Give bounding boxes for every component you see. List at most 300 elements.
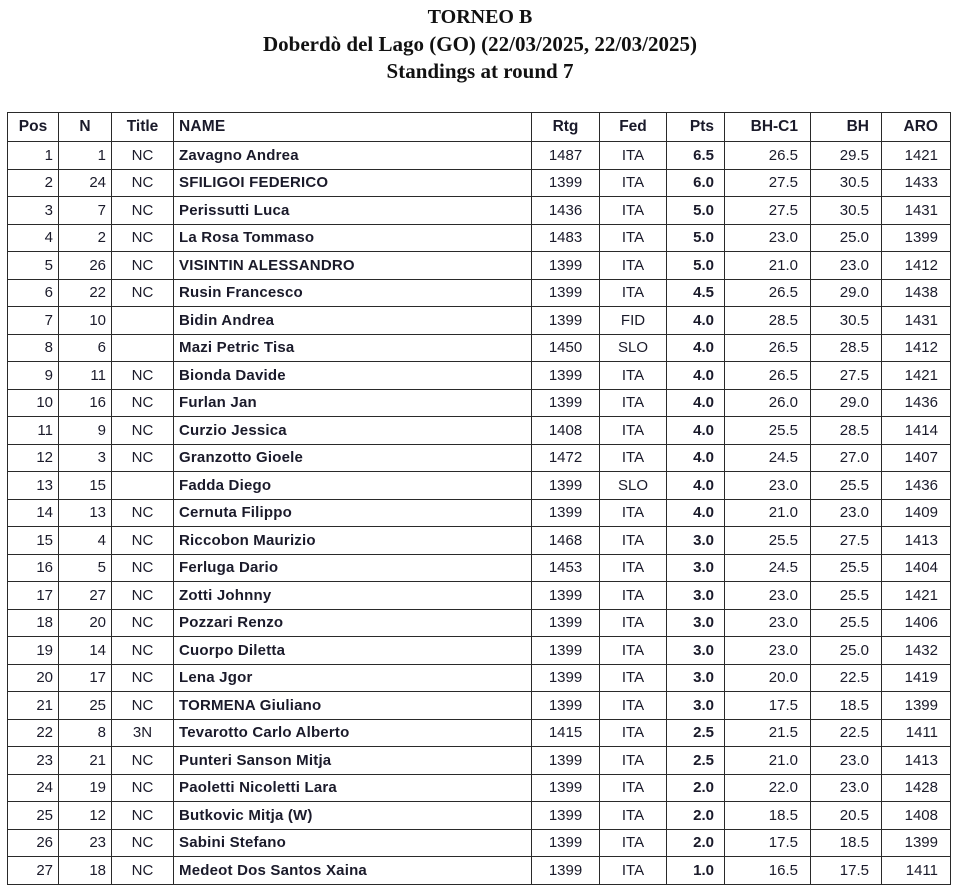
cell-federation: ITA bbox=[600, 637, 667, 665]
cell-federation: ITA bbox=[600, 527, 667, 555]
cell-bh-c1: 27.5 bbox=[725, 169, 811, 197]
cell-federation: ITA bbox=[600, 362, 667, 390]
document-header bbox=[0, 4, 960, 85]
cell-bh: 22.5 bbox=[811, 664, 882, 692]
cell-pos: 7 bbox=[8, 307, 59, 335]
table-row bbox=[8, 719, 951, 747]
cell-title: NC bbox=[112, 444, 174, 472]
cell-federation: ITA bbox=[600, 857, 667, 885]
cell-pos: 24 bbox=[8, 774, 59, 802]
cell-bh-c1: 16.5 bbox=[725, 857, 811, 885]
table-row bbox=[8, 747, 951, 775]
table-row bbox=[8, 554, 951, 582]
cell-player-name: Bionda Davide bbox=[174, 362, 532, 390]
cell-title: NC bbox=[112, 252, 174, 280]
cell-bh: 23.0 bbox=[811, 499, 882, 527]
cell-aro: 1399 bbox=[882, 224, 951, 252]
cell-number: 26 bbox=[59, 252, 112, 280]
cell-number: 6 bbox=[59, 334, 112, 362]
cell-federation: ITA bbox=[600, 224, 667, 252]
cell-pos: 22 bbox=[8, 719, 59, 747]
cell-bh: 30.5 bbox=[811, 169, 882, 197]
cell-rating: 1487 bbox=[532, 142, 600, 170]
cell-aro: 1431 bbox=[882, 197, 951, 225]
cell-pos: 13 bbox=[8, 472, 59, 500]
column-header: NAME bbox=[174, 113, 532, 142]
cell-bh-c1: 21.0 bbox=[725, 499, 811, 527]
cell-player-name: Pozzari Renzo bbox=[174, 609, 532, 637]
cell-aro: 1431 bbox=[882, 307, 951, 335]
cell-bh: 29.0 bbox=[811, 389, 882, 417]
cell-pos: 9 bbox=[8, 362, 59, 390]
cell-title: NC bbox=[112, 389, 174, 417]
cell-aro: 1406 bbox=[882, 609, 951, 637]
cell-federation: ITA bbox=[600, 417, 667, 445]
cell-player-name: TORMENA Giuliano bbox=[174, 692, 532, 720]
cell-title: NC bbox=[112, 747, 174, 775]
cell-pos: 2 bbox=[8, 169, 59, 197]
table-row bbox=[8, 609, 951, 637]
cell-pos: 10 bbox=[8, 389, 59, 417]
cell-title: NC bbox=[112, 417, 174, 445]
cell-federation: ITA bbox=[600, 747, 667, 775]
cell-rating: 1399 bbox=[532, 692, 600, 720]
cell-rating: 1399 bbox=[532, 829, 600, 857]
cell-player-name: Furlan Jan bbox=[174, 389, 532, 417]
cell-title bbox=[112, 307, 174, 335]
cell-player-name: Ferluga Dario bbox=[174, 554, 532, 582]
cell-aro: 1419 bbox=[882, 664, 951, 692]
column-header: ARO bbox=[882, 113, 951, 142]
cell-federation: ITA bbox=[600, 829, 667, 857]
cell-bh: 27.5 bbox=[811, 362, 882, 390]
cell-bh-c1: 28.5 bbox=[725, 307, 811, 335]
cell-rating: 1399 bbox=[532, 637, 600, 665]
cell-title: NC bbox=[112, 829, 174, 857]
tournament-subtitle: Doberdò del Lago (GO) (22/03/2025, 22/03/2025) bbox=[263, 32, 697, 56]
cell-bh: 25.5 bbox=[811, 609, 882, 637]
cell-rating: 1399 bbox=[532, 857, 600, 885]
cell-bh-c1: 23.0 bbox=[725, 609, 811, 637]
cell-bh-c1: 23.0 bbox=[725, 472, 811, 500]
cell-rating: 1399 bbox=[532, 252, 600, 280]
table-row bbox=[8, 802, 951, 830]
cell-pos: 19 bbox=[8, 637, 59, 665]
cell-number: 23 bbox=[59, 829, 112, 857]
table-row bbox=[8, 362, 951, 390]
cell-bh: 18.5 bbox=[811, 692, 882, 720]
cell-pos: 1 bbox=[8, 142, 59, 170]
cell-player-name: Tevarotto Carlo Alberto bbox=[174, 719, 532, 747]
cell-pos: 27 bbox=[8, 857, 59, 885]
cell-bh: 29.5 bbox=[811, 142, 882, 170]
cell-pos: 4 bbox=[8, 224, 59, 252]
table-row bbox=[8, 334, 951, 362]
cell-rating: 1399 bbox=[532, 499, 600, 527]
cell-bh: 25.0 bbox=[811, 637, 882, 665]
cell-number: 18 bbox=[59, 857, 112, 885]
cell-number: 21 bbox=[59, 747, 112, 775]
cell-points: 3.0 bbox=[667, 692, 725, 720]
cell-points: 2.0 bbox=[667, 774, 725, 802]
cell-points: 2.0 bbox=[667, 802, 725, 830]
cell-number: 22 bbox=[59, 279, 112, 307]
cell-bh: 29.0 bbox=[811, 279, 882, 307]
cell-aro: 1407 bbox=[882, 444, 951, 472]
column-header: Fed bbox=[600, 113, 667, 142]
cell-number: 7 bbox=[59, 197, 112, 225]
cell-title: NC bbox=[112, 142, 174, 170]
cell-rating: 1472 bbox=[532, 444, 600, 472]
cell-aro: 1433 bbox=[882, 169, 951, 197]
cell-pos: 25 bbox=[8, 802, 59, 830]
cell-title: NC bbox=[112, 362, 174, 390]
cell-bh-c1: 26.5 bbox=[725, 279, 811, 307]
table-row bbox=[8, 582, 951, 610]
cell-number: 13 bbox=[59, 499, 112, 527]
cell-bh: 23.0 bbox=[811, 252, 882, 280]
cell-bh-c1: 21.0 bbox=[725, 252, 811, 280]
cell-player-name: Granzotto Gioele bbox=[174, 444, 532, 472]
cell-title: NC bbox=[112, 664, 174, 692]
cell-bh-c1: 17.5 bbox=[725, 829, 811, 857]
cell-number: 25 bbox=[59, 692, 112, 720]
table-row bbox=[8, 472, 951, 500]
cell-player-name: Punteri Sanson Mitja bbox=[174, 747, 532, 775]
cell-rating: 1483 bbox=[532, 224, 600, 252]
column-header: BH bbox=[811, 113, 882, 142]
cell-pos: 18 bbox=[8, 609, 59, 637]
cell-rating: 1450 bbox=[532, 334, 600, 362]
table-row bbox=[8, 444, 951, 472]
cell-bh-c1: 25.5 bbox=[725, 527, 811, 555]
cell-aro: 1436 bbox=[882, 472, 951, 500]
cell-player-name: Butkovic Mitja (W) bbox=[174, 802, 532, 830]
cell-points: 3.0 bbox=[667, 527, 725, 555]
cell-aro: 1421 bbox=[882, 142, 951, 170]
cell-bh-c1: 26.0 bbox=[725, 389, 811, 417]
cell-title: NC bbox=[112, 582, 174, 610]
cell-player-name: Curzio Jessica bbox=[174, 417, 532, 445]
cell-player-name: Zavagno Andrea bbox=[174, 142, 532, 170]
table-row bbox=[8, 169, 951, 197]
table-row bbox=[8, 197, 951, 225]
cell-points: 4.0 bbox=[667, 417, 725, 445]
cell-number: 1 bbox=[59, 142, 112, 170]
cell-bh-c1: 17.5 bbox=[725, 692, 811, 720]
cell-title: NC bbox=[112, 169, 174, 197]
cell-federation: ITA bbox=[600, 499, 667, 527]
cell-aro: 1409 bbox=[882, 499, 951, 527]
cell-rating: 1408 bbox=[532, 417, 600, 445]
cell-bh-c1: 20.0 bbox=[725, 664, 811, 692]
cell-bh: 25.5 bbox=[811, 554, 882, 582]
tournament-title: TORNEO B bbox=[427, 6, 533, 28]
table-row bbox=[8, 857, 951, 885]
cell-points: 6.0 bbox=[667, 169, 725, 197]
cell-bh: 17.5 bbox=[811, 857, 882, 885]
cell-aro: 1428 bbox=[882, 774, 951, 802]
cell-player-name: SFILIGOI FEDERICO bbox=[174, 169, 532, 197]
cell-points: 4.5 bbox=[667, 279, 725, 307]
cell-rating: 1399 bbox=[532, 362, 600, 390]
cell-number: 4 bbox=[59, 527, 112, 555]
cell-federation: ITA bbox=[600, 169, 667, 197]
cell-pos: 16 bbox=[8, 554, 59, 582]
standings-body bbox=[8, 142, 951, 885]
cell-number: 14 bbox=[59, 637, 112, 665]
cell-pos: 6 bbox=[8, 279, 59, 307]
cell-player-name: Zotti Johnny bbox=[174, 582, 532, 610]
cell-bh: 25.0 bbox=[811, 224, 882, 252]
cell-title: NC bbox=[112, 554, 174, 582]
cell-player-name: Lena Jgor bbox=[174, 664, 532, 692]
cell-title: 3N bbox=[112, 719, 174, 747]
cell-bh: 25.5 bbox=[811, 472, 882, 500]
column-header: N bbox=[59, 113, 112, 142]
cell-points: 4.0 bbox=[667, 362, 725, 390]
cell-aro: 1399 bbox=[882, 692, 951, 720]
cell-pos: 3 bbox=[8, 197, 59, 225]
cell-federation: SLO bbox=[600, 334, 667, 362]
cell-federation: ITA bbox=[600, 664, 667, 692]
cell-number: 3 bbox=[59, 444, 112, 472]
cell-bh-c1: 22.0 bbox=[725, 774, 811, 802]
cell-number: 24 bbox=[59, 169, 112, 197]
cell-number: 12 bbox=[59, 802, 112, 830]
cell-rating: 1453 bbox=[532, 554, 600, 582]
cell-bh-c1: 18.5 bbox=[725, 802, 811, 830]
cell-points: 4.0 bbox=[667, 472, 725, 500]
cell-rating: 1399 bbox=[532, 307, 600, 335]
cell-player-name: Cuorpo Diletta bbox=[174, 637, 532, 665]
cell-rating: 1399 bbox=[532, 802, 600, 830]
cell-bh-c1: 27.5 bbox=[725, 197, 811, 225]
cell-title: NC bbox=[112, 224, 174, 252]
cell-federation: SLO bbox=[600, 472, 667, 500]
column-header: Pts bbox=[667, 113, 725, 142]
cell-number: 2 bbox=[59, 224, 112, 252]
cell-bh: 30.5 bbox=[811, 307, 882, 335]
cell-rating: 1415 bbox=[532, 719, 600, 747]
cell-aro: 1421 bbox=[882, 362, 951, 390]
cell-bh-c1: 21.0 bbox=[725, 747, 811, 775]
cell-pos: 11 bbox=[8, 417, 59, 445]
cell-pos: 5 bbox=[8, 252, 59, 280]
cell-bh-c1: 26.5 bbox=[725, 142, 811, 170]
cell-title: NC bbox=[112, 499, 174, 527]
cell-title: NC bbox=[112, 637, 174, 665]
cell-title bbox=[112, 334, 174, 362]
cell-number: 15 bbox=[59, 472, 112, 500]
table-row bbox=[8, 637, 951, 665]
column-header: Pos bbox=[8, 113, 59, 142]
cell-bh: 28.5 bbox=[811, 334, 882, 362]
cell-bh: 30.5 bbox=[811, 197, 882, 225]
cell-federation: ITA bbox=[600, 279, 667, 307]
cell-aro: 1438 bbox=[882, 279, 951, 307]
cell-points: 3.0 bbox=[667, 582, 725, 610]
cell-bh: 23.0 bbox=[811, 774, 882, 802]
cell-number: 19 bbox=[59, 774, 112, 802]
table-row bbox=[8, 664, 951, 692]
cell-bh-c1: 26.5 bbox=[725, 362, 811, 390]
cell-federation: ITA bbox=[600, 252, 667, 280]
cell-bh-c1: 24.5 bbox=[725, 444, 811, 472]
cell-bh: 28.5 bbox=[811, 417, 882, 445]
cell-title: NC bbox=[112, 857, 174, 885]
cell-points: 3.0 bbox=[667, 609, 725, 637]
cell-number: 5 bbox=[59, 554, 112, 582]
cell-bh-c1: 25.5 bbox=[725, 417, 811, 445]
cell-aro: 1411 bbox=[882, 719, 951, 747]
cell-title: NC bbox=[112, 279, 174, 307]
table-row bbox=[8, 774, 951, 802]
cell-pos: 20 bbox=[8, 664, 59, 692]
cell-number: 27 bbox=[59, 582, 112, 610]
cell-federation: ITA bbox=[600, 582, 667, 610]
cell-points: 3.0 bbox=[667, 664, 725, 692]
cell-title: NC bbox=[112, 197, 174, 225]
cell-rating: 1399 bbox=[532, 389, 600, 417]
cell-pos: 26 bbox=[8, 829, 59, 857]
cell-player-name: VISINTIN ALESSANDRO bbox=[174, 252, 532, 280]
cell-title bbox=[112, 472, 174, 500]
cell-bh: 25.5 bbox=[811, 582, 882, 610]
cell-number: 8 bbox=[59, 719, 112, 747]
cell-rating: 1399 bbox=[532, 169, 600, 197]
cell-aro: 1411 bbox=[882, 857, 951, 885]
cell-aro: 1432 bbox=[882, 637, 951, 665]
cell-player-name: Riccobon Maurizio bbox=[174, 527, 532, 555]
cell-aro: 1421 bbox=[882, 582, 951, 610]
cell-player-name: Cernuta Filippo bbox=[174, 499, 532, 527]
cell-pos: 23 bbox=[8, 747, 59, 775]
header-row bbox=[8, 113, 951, 142]
cell-rating: 1399 bbox=[532, 472, 600, 500]
cell-bh-c1: 26.5 bbox=[725, 334, 811, 362]
cell-bh: 27.0 bbox=[811, 444, 882, 472]
cell-aro: 1436 bbox=[882, 389, 951, 417]
table-row bbox=[8, 692, 951, 720]
cell-number: 20 bbox=[59, 609, 112, 637]
cell-player-name: La Rosa Tommaso bbox=[174, 224, 532, 252]
table-row bbox=[8, 224, 951, 252]
cell-number: 16 bbox=[59, 389, 112, 417]
cell-points: 4.0 bbox=[667, 307, 725, 335]
cell-player-name: Fadda Diego bbox=[174, 472, 532, 500]
cell-federation: ITA bbox=[600, 719, 667, 747]
cell-federation: ITA bbox=[600, 142, 667, 170]
cell-rating: 1399 bbox=[532, 774, 600, 802]
cell-federation: ITA bbox=[600, 197, 667, 225]
cell-bh-c1: 23.0 bbox=[725, 224, 811, 252]
cell-aro: 1414 bbox=[882, 417, 951, 445]
cell-federation: ITA bbox=[600, 802, 667, 830]
cell-number: 9 bbox=[59, 417, 112, 445]
cell-rating: 1399 bbox=[532, 747, 600, 775]
cell-player-name: Medeot Dos Santos Xaina bbox=[174, 857, 532, 885]
cell-player-name: Bidin Andrea bbox=[174, 307, 532, 335]
cell-points: 5.0 bbox=[667, 252, 725, 280]
cell-bh-c1: 23.0 bbox=[725, 637, 811, 665]
cell-title: NC bbox=[112, 527, 174, 555]
standings-round-label: Standings at round 7 bbox=[386, 59, 574, 83]
cell-federation: ITA bbox=[600, 774, 667, 802]
cell-bh: 22.5 bbox=[811, 719, 882, 747]
cell-points: 4.0 bbox=[667, 444, 725, 472]
cell-rating: 1399 bbox=[532, 609, 600, 637]
cell-points: 3.0 bbox=[667, 637, 725, 665]
cell-points: 4.0 bbox=[667, 334, 725, 362]
cell-pos: 14 bbox=[8, 499, 59, 527]
cell-bh-c1: 24.5 bbox=[725, 554, 811, 582]
cell-bh-c1: 21.5 bbox=[725, 719, 811, 747]
table-row bbox=[8, 389, 951, 417]
cell-pos: 21 bbox=[8, 692, 59, 720]
cell-pos: 12 bbox=[8, 444, 59, 472]
cell-title: NC bbox=[112, 774, 174, 802]
cell-points: 5.0 bbox=[667, 224, 725, 252]
cell-player-name: Paoletti Nicoletti Lara bbox=[174, 774, 532, 802]
cell-pos: 15 bbox=[8, 527, 59, 555]
cell-aro: 1413 bbox=[882, 747, 951, 775]
standings-table bbox=[7, 112, 951, 885]
cell-bh: 27.5 bbox=[811, 527, 882, 555]
cell-bh: 18.5 bbox=[811, 829, 882, 857]
cell-rating: 1468 bbox=[532, 527, 600, 555]
cell-aro: 1404 bbox=[882, 554, 951, 582]
table-row bbox=[8, 829, 951, 857]
cell-title: NC bbox=[112, 802, 174, 830]
cell-player-name: Rusin Francesco bbox=[174, 279, 532, 307]
cell-bh: 20.5 bbox=[811, 802, 882, 830]
cell-title: NC bbox=[112, 692, 174, 720]
cell-points: 6.5 bbox=[667, 142, 725, 170]
cell-rating: 1399 bbox=[532, 664, 600, 692]
cell-aro: 1408 bbox=[882, 802, 951, 830]
column-header: Rtg bbox=[532, 113, 600, 142]
table-row bbox=[8, 417, 951, 445]
cell-number: 10 bbox=[59, 307, 112, 335]
cell-aro: 1412 bbox=[882, 334, 951, 362]
table-row bbox=[8, 142, 951, 170]
table-row bbox=[8, 252, 951, 280]
cell-player-name: Mazi Petric Tisa bbox=[174, 334, 532, 362]
table-row bbox=[8, 307, 951, 335]
cell-federation: ITA bbox=[600, 444, 667, 472]
cell-rating: 1399 bbox=[532, 279, 600, 307]
cell-federation: ITA bbox=[600, 609, 667, 637]
cell-points: 4.0 bbox=[667, 499, 725, 527]
cell-bh-c1: 23.0 bbox=[725, 582, 811, 610]
cell-number: 11 bbox=[59, 362, 112, 390]
cell-title: NC bbox=[112, 609, 174, 637]
cell-pos: 8 bbox=[8, 334, 59, 362]
table-row bbox=[8, 527, 951, 555]
cell-federation: ITA bbox=[600, 389, 667, 417]
column-header: Title bbox=[112, 113, 174, 142]
cell-bh: 23.0 bbox=[811, 747, 882, 775]
column-header: BH-C1 bbox=[725, 113, 811, 142]
cell-number: 17 bbox=[59, 664, 112, 692]
cell-player-name: Perissutti Luca bbox=[174, 197, 532, 225]
cell-pos: 17 bbox=[8, 582, 59, 610]
cell-aro: 1399 bbox=[882, 829, 951, 857]
cell-aro: 1413 bbox=[882, 527, 951, 555]
cell-points: 2.0 bbox=[667, 829, 725, 857]
cell-rating: 1399 bbox=[532, 582, 600, 610]
